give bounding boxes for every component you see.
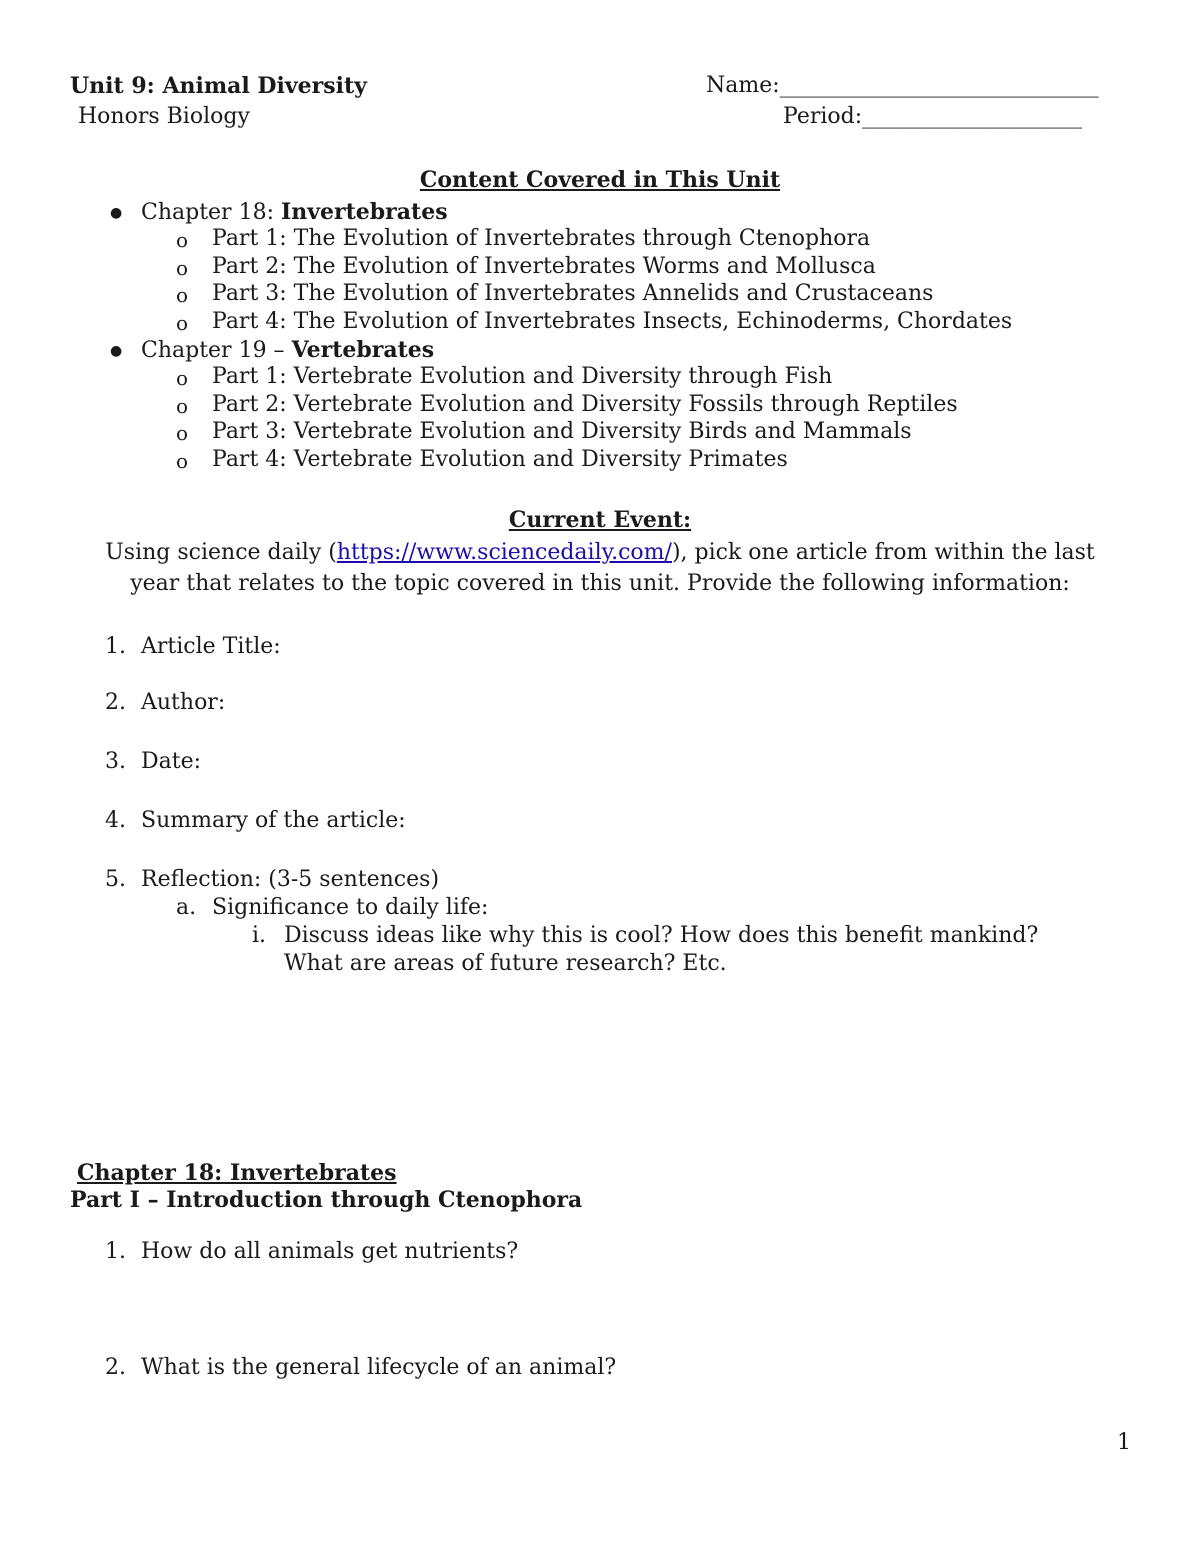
sub-item-significance: Significance to daily life:	[212, 895, 489, 920]
chapter-19-part-2: Part 2: Vertebrate Evolution and Diversity Fossils through Reptiles	[212, 392, 958, 417]
chapter-18-part-3: Part 3: The Evolution of Invertebrates Annelids and Crustaceans	[212, 281, 934, 306]
item-reflection: Reflection: (3-5 sentences)	[141, 867, 440, 892]
chapter-18-part-1: Part 1: The Evolution of Invertebrates through Ctenophora	[212, 226, 871, 251]
chapter-18-name: Invertebrates	[280, 199, 448, 225]
sub-sub-item-line-1: Discuss ideas like why this is cool? How does this benefit mankind?	[284, 923, 1039, 948]
chapter-19-prefix: Chapter 19 –	[141, 338, 292, 363]
chapter-19-item	[141, 336, 434, 365]
item-number: 5.	[105, 867, 126, 892]
current-event-heading: Current Event:	[508, 507, 692, 533]
sciencedaily-link[interactable]: https://www.sciencedaily.com/	[336, 540, 672, 565]
chapter-18-part-2: Part 2: The Evolution of Invertebrates Worms and Mollusca	[212, 254, 876, 279]
chapter-18-prefix: Chapter 18:	[141, 200, 281, 225]
chapter-19-part-4: Part 4: Vertebrate Evolution and Diversity Primates	[212, 447, 788, 472]
circle-bullet-icon: o	[176, 256, 189, 280]
course-name: Honors Biology	[78, 104, 250, 129]
name-field	[706, 72, 1099, 100]
page-number: 1	[1117, 1430, 1131, 1455]
circle-bullet-icon: o	[176, 449, 189, 473]
item-article-title: Article Title:	[141, 634, 281, 659]
unit-title: Unit 9: Animal Diversity	[70, 73, 367, 99]
question-number: 2.	[105, 1355, 126, 1380]
question-lifecycle: What is the general lifecycle of an animal?	[141, 1355, 617, 1380]
bullet-icon: ●	[110, 205, 123, 221]
sub-sub-item-label: i.	[252, 923, 267, 948]
period-blank: ____________________	[862, 104, 1083, 129]
name-blank: _____________________________	[779, 73, 1099, 98]
period-field	[783, 103, 1082, 131]
item-number: 4.	[105, 808, 126, 833]
item-date: Date:	[141, 749, 202, 774]
chapter-19-name: Vertebrates	[291, 337, 435, 363]
circle-bullet-icon: o	[176, 311, 189, 335]
item-number: 2.	[105, 690, 126, 715]
circle-bullet-icon: o	[176, 421, 189, 445]
chapter-18-title: Chapter 18: Invertebrates	[77, 1160, 397, 1186]
circle-bullet-icon: o	[176, 366, 189, 390]
bullet-icon: ●	[110, 343, 123, 359]
intro-before: Using science daily (	[105, 540, 337, 565]
question-nutrients: How do all animals get nutrients?	[141, 1239, 519, 1264]
chapter-19-part-1: Part 1: Vertebrate Evolution and Diversity through Fish	[212, 364, 833, 389]
circle-bullet-icon: o	[176, 228, 189, 252]
chapter-19-part-3: Part 3: Vertebrate Evolution and Diversity Birds and Mammals	[212, 419, 912, 444]
current-event-intro-line-1	[0, 539, 1200, 567]
intro-after: ), pick one article from within the last	[671, 540, 1095, 565]
content-heading: Content Covered in This Unit	[419, 167, 781, 193]
item-number: 3.	[105, 749, 126, 774]
circle-bullet-icon: o	[176, 394, 189, 418]
sub-item-label: a.	[176, 895, 197, 920]
circle-bullet-icon: o	[176, 283, 189, 307]
period-label: Period:	[783, 104, 863, 129]
item-author: Author:	[141, 690, 226, 715]
item-summary: Summary of the article:	[141, 808, 406, 833]
part-1-title: Part I – Introduction through Ctenophora	[70, 1187, 583, 1213]
name-label: Name:	[706, 73, 780, 98]
current-event-intro-line-2: year that relates to the topic covered in this unit. Provide the following information:	[130, 571, 1070, 596]
sub-sub-item-line-2: What are areas of future research? Etc.	[284, 951, 727, 976]
chapter-18-part-4: Part 4: The Evolution of Invertebrates Insects, Echinoderms, Chordates	[212, 309, 1013, 334]
question-number: 1.	[105, 1239, 126, 1264]
chapter-18-item	[141, 198, 448, 227]
item-number: 1.	[105, 634, 126, 659]
